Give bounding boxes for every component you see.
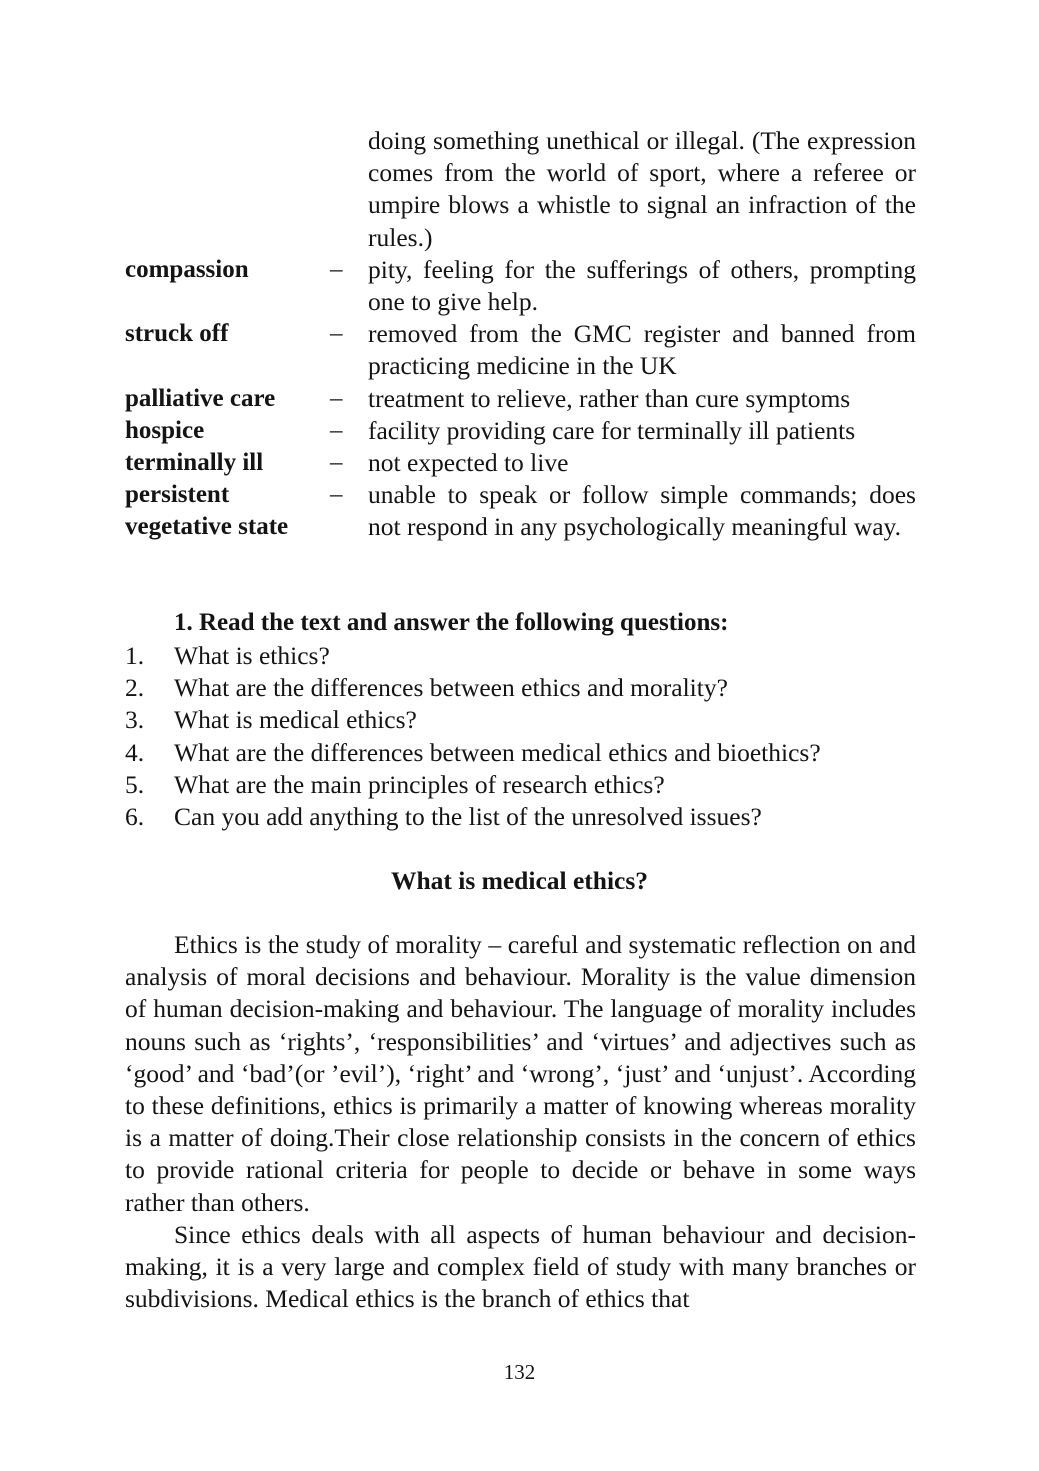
- question-number: 5.: [125, 769, 145, 799]
- question-number: 4.: [125, 737, 145, 767]
- question-text: What are the differences between ethics and morality?: [174, 673, 728, 703]
- question-number: 3.: [125, 705, 145, 735]
- question-item: [125, 640, 916, 672]
- glossary-definition: unable to speak or follow simple commands; does not respond in any psychologically meaningful way.: [368, 480, 916, 542]
- glossary-dash: –: [330, 449, 343, 477]
- glossary-entry: [125, 383, 916, 415]
- glossary-definition: facility providing care for terminally ill patients: [368, 415, 856, 445]
- page-number: 132: [503, 1360, 536, 1384]
- glossary-definition: not expected to live: [368, 448, 569, 478]
- glossary-entry: [125, 415, 916, 447]
- paragraph: Since ethics deals with all aspects of human behaviour and decision-making, it is a very large and complex field of study with many branches or subdivisions. Medical ethics is the branch of ethics that: [125, 1219, 916, 1314]
- glossary: [125, 125, 916, 544]
- question-item: [125, 737, 916, 769]
- glossary-term: terminally ill: [125, 449, 264, 477]
- glossary-dash: –: [330, 320, 343, 348]
- question-text: What is medical ethics?: [174, 705, 417, 735]
- glossary-continuation: doing something unethical or illegal. (The expression comes from the world of sport, where a referee or umpire blows a whistle to signal an infraction of the rules.): [368, 126, 916, 252]
- glossary-definition: treatment to relieve, rather than cure symptoms: [368, 383, 851, 413]
- glossary-term: palliative care: [125, 384, 276, 412]
- glossary-dash: –: [330, 384, 343, 412]
- question-text: Can you add anything to the list of the unresolved issues?: [174, 802, 762, 832]
- glossary-entry: [125, 318, 916, 382]
- question-number: 6.: [125, 802, 145, 832]
- question-text: What is ethics?: [174, 641, 330, 670]
- glossary-term: hospice: [125, 416, 205, 444]
- glossary-continuation-row: [125, 125, 916, 254]
- question-number: 1.: [125, 641, 145, 670]
- question-list: [125, 640, 916, 833]
- exercise-title: 1. Read the text and answer the following questions:: [174, 609, 729, 636]
- question-item: [125, 801, 916, 833]
- body-text: [125, 929, 916, 1315]
- question-item: [125, 769, 916, 801]
- glossary-term: compassion: [125, 255, 249, 283]
- question-number: 2.: [125, 673, 145, 703]
- paragraph: Ethics is the study of morality – careful and systematic reflection on and analysis of moral decisions and behaviour. Morality is the value dimension of human decision-making and behaviour. The language of morality includes nouns such as ‘rights’, ‘responsibilities’ and ‘virtues’ and adjectives such as ‘good’ and ‘bad’(or ’evil’), ‘right’ and ‘wrong’, ‘just’ and ‘unjust’. According to these definitions, ethics is primarily a matter of knowing whereas morality is a matter of doing.Their close relationship consists in the concern of ethics to provide rational criteria for people to decide or behave in some ways rather than others.: [125, 930, 916, 1217]
- glossary-dash: –: [330, 255, 343, 283]
- glossary-entry: [125, 479, 916, 543]
- glossary-definition: pity, feeling for the sufferings of others, prompting one to give help.: [368, 254, 916, 317]
- question-text: What are the main principles of research ethics?: [174, 769, 665, 799]
- glossary-dash: –: [330, 416, 343, 444]
- question-item: [125, 672, 916, 704]
- glossary-term: struck off: [125, 320, 229, 348]
- glossary-dash: –: [330, 481, 343, 509]
- section-heading: What is medical ethics?: [390, 866, 649, 895]
- question-item: [125, 704, 916, 736]
- glossary-term: persistent vegetative state: [125, 481, 289, 541]
- glossary-entry: [125, 254, 916, 318]
- glossary-definition: removed from the GMC register and banned from practicing medicine in the UK: [368, 319, 916, 381]
- glossary-entry: [125, 447, 916, 479]
- question-text: What are the differences between medical ethics and bioethics?: [174, 737, 821, 767]
